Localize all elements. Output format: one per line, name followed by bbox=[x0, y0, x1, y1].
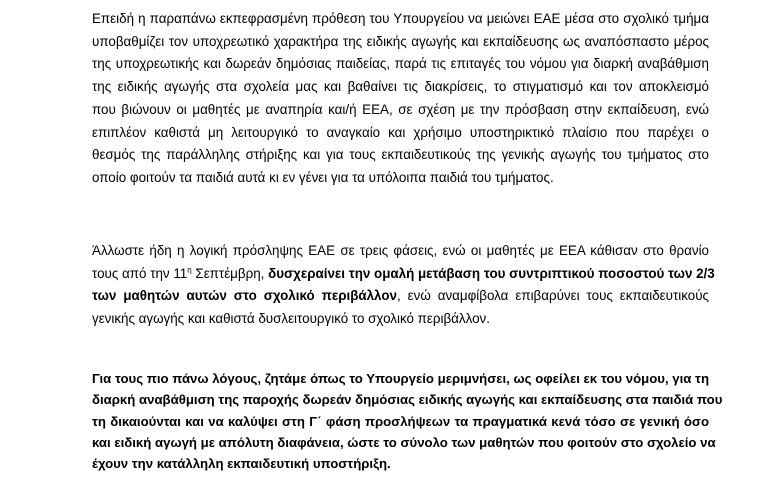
paragraph-2-line bbox=[92, 285, 709, 308]
paragraph-2-bold-text: των μαθητών αυτών στο σχολικό περιβάλλον bbox=[92, 288, 397, 304]
paragraph-1-line: οποίο φοιτούν τα παιδιά αυτά κι εν γένει για τα υπόλοιπα παιδιά του τμήματος. bbox=[92, 169, 554, 185]
paragraph-2-text: Σεπτέμβρη, bbox=[191, 265, 269, 281]
paragraph-2-text: , ενώ αναμφίβολα επιβαρύνει τους εκπαιδευτικούς bbox=[396, 288, 709, 304]
paragraph-3-line: διαρκή αναβάθμιση της παροχής δωρεάν δημόσιας ειδικής αγωγής και εκπαίδευσης στα παιδιά που bbox=[92, 392, 723, 408]
paragraph-2 bbox=[92, 240, 715, 331]
paragraph-3-line: τη δικαιούνται και να καλύψει στη Γ΄ φάση προσλήψεων τα πραγματικά κενά τόσο σε γενική όσο bbox=[92, 413, 709, 429]
paragraph-1-line: θεσμός της παράλληλης στήριξης και για τους εκπαιδευτικούς της γενικής αγωγής του τμήματος στο bbox=[92, 147, 709, 163]
paragraph-1-line: της υποχρεωτικής και δωρεάν δημόσιας παιδείας, παρά τις επιταγές του νόμου για διαρκή αναβάθμιση bbox=[92, 56, 709, 72]
paragraph-1-line: επιπλέον καθιστά μη λειτουργικό το αναγκαίο και χρήσιμο υποστηρικτικό πλαίσιο που παρέχει ο bbox=[92, 124, 709, 140]
paragraph-3-bold bbox=[92, 368, 723, 474]
paragraph-3-line: Για τους πιο πάνω λόγους, ζητάμε όπως το Υπουργείο μεριμνήσει, ως οφείλει εκ του νόμου, για τη bbox=[92, 371, 709, 386]
paragraph-1-line: που βιώνουν οι μαθητές με αναπηρία και/ή ΕΕΑ, σε σχέση με την πρόσβαση στην εκπαίδευση, ενώ bbox=[92, 101, 709, 117]
paragraph-2-line bbox=[92, 263, 715, 286]
ordinal-superscript: η bbox=[187, 265, 192, 275]
paragraph-2-text: τους από την 11 bbox=[92, 265, 188, 281]
paragraph-2-bold-text: δυσχεραίνει την ομαλή μετάβαση του συντριπτικού ποσοστού των 2/3 bbox=[268, 265, 715, 281]
paragraph-1-line: της ειδικής αγωγής στα σχολεία μας και βαθαίνει τις διακρίσεις, το στιγματισμό και τον αποκλεισμό bbox=[92, 79, 709, 95]
paragraph-3-line: και ειδική αγωγή με απόλυτη διαφάνεια, ώστε το σύνολο των μαθητών που φοιτούν στο σχολείο να bbox=[92, 434, 716, 450]
paragraph-2-line: Άλλωστε ήδη η λογική πρόσληψης ΕΑΕ σε τρεις φάσεις, ενώ οι μαθητές με ΕΕΑ κάθισαν στο θρανίο bbox=[92, 243, 709, 258]
paragraph-1-line: Επειδή η παραπάνω εκπεφρασμένη πρόθεση του Υπουργείου να μειώνει ΕΑΕ μέσα στο σχολικό τμήμα bbox=[92, 11, 709, 26]
paragraph-1-line: υποβαθμίζει τον υποχρεωτικό χαρακτήρα της ειδικής αγωγής και εκπαίδευσης ως αναπόσπαστο μέρος bbox=[92, 33, 709, 49]
paragraph-2-line: γενικής αγωγής και καθιστά δυσλειτουργικό το σχολικό περιβάλλον. bbox=[92, 311, 490, 327]
paragraph-3-line: έχουν την κατάλληλη εκπαιδευτική υποστήριξη. bbox=[92, 456, 391, 472]
paragraph-1 bbox=[92, 8, 709, 190]
